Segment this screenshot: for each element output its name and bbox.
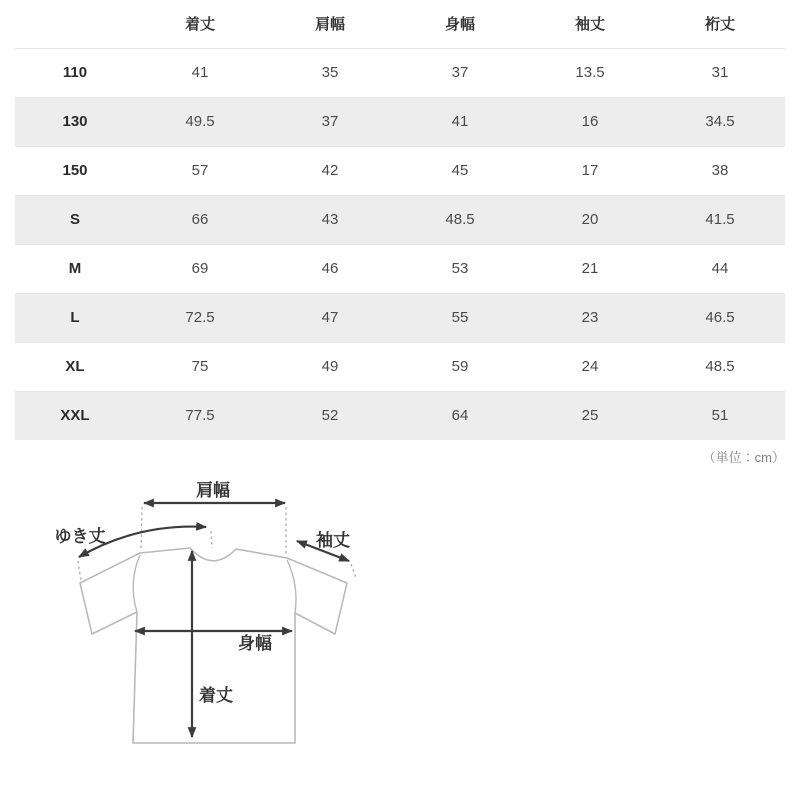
- guide-dotted-line: [141, 507, 142, 550]
- size-chart-header: [15, 0, 785, 48]
- label-sleeve-length: 袖丈: [316, 531, 350, 550]
- measurement-cell: 66: [191, 211, 209, 228]
- guide-dotted-line: [78, 561, 81, 581]
- size-label: 150: [62, 162, 88, 179]
- table-row: [15, 48, 785, 97]
- measurement-cell: 48.5: [445, 211, 475, 228]
- guide-dotted-line: [351, 564, 356, 578]
- measurement-cell: 77.5: [185, 407, 215, 425]
- table-row: [15, 244, 785, 293]
- measurement-cell: 51: [711, 407, 729, 425]
- column-header: 袖丈: [574, 16, 605, 34]
- column-header: 肩幅: [314, 16, 345, 34]
- table-row: [15, 293, 785, 342]
- measurement-cell: 41: [191, 64, 209, 81]
- measurement-cell: 49.5: [185, 113, 215, 130]
- label-body-width: 身幅: [238, 634, 272, 653]
- measurement-cell: 20: [581, 211, 599, 228]
- measurement-cell: 45: [451, 162, 469, 179]
- label-body-length: 着丈: [199, 686, 233, 705]
- measurement-cell: 46.5: [705, 309, 735, 326]
- header-row: [15, 0, 785, 48]
- size-label: 110: [62, 64, 88, 81]
- tshirt-measurement-diagram: [40, 465, 440, 800]
- measurement-cell: 75: [191, 358, 209, 375]
- size-label: L: [70, 309, 80, 326]
- measurement-cell: 49: [321, 358, 339, 375]
- measurement-cell: 41: [451, 113, 469, 130]
- measurement-cell: 31: [711, 64, 729, 81]
- column-header: 裄丈: [704, 16, 735, 34]
- right-armhole-seam: [287, 560, 296, 613]
- table-row: [15, 195, 785, 244]
- measurement-cell: 25: [581, 407, 599, 425]
- measurement-cell: 72.5: [185, 309, 215, 326]
- measurement-cell: 13.5: [575, 64, 605, 81]
- measurement-cell: 59: [451, 358, 469, 375]
- measurement-cell: 47: [321, 309, 339, 326]
- measurement-cell: 42: [321, 162, 339, 179]
- measurement-cell: 24: [581, 358, 599, 375]
- measurement-cell: 44: [711, 260, 729, 277]
- label-shoulder-width: 肩幅: [196, 481, 230, 500]
- table-row: [15, 342, 785, 391]
- measurement-cell: 35: [321, 64, 339, 81]
- measurement-cell: 53: [451, 260, 469, 277]
- column-header: 着丈: [184, 16, 215, 34]
- table-row: [15, 97, 785, 146]
- measurement-cell: 34.5: [705, 113, 735, 130]
- size-label: 130: [62, 113, 88, 130]
- table-row: [15, 146, 785, 195]
- measurement-cell: 37: [451, 64, 469, 81]
- measurement-cell: 57: [191, 162, 209, 179]
- table-row: [15, 391, 785, 440]
- guide-dotted-line: [211, 531, 212, 548]
- measurement-cell: 64: [451, 407, 469, 425]
- measurement-cell: 21: [581, 260, 599, 277]
- measurement-cell: 23: [581, 309, 599, 326]
- left-armhole-seam: [133, 555, 140, 612]
- size-label: XXL: [60, 407, 90, 425]
- size-label: XL: [65, 358, 85, 375]
- size-chart-table: [15, 0, 785, 440]
- unit-note: （単位：cm）: [702, 450, 785, 465]
- measurement-cell: 17: [581, 162, 599, 179]
- column-header: 身幅: [444, 16, 475, 34]
- measurement-cell: 52: [321, 407, 339, 425]
- tshirt-outline: [80, 548, 347, 743]
- measurement-cell: 16: [581, 113, 599, 130]
- label-yuki-length: ゆき丈: [54, 527, 106, 546]
- header-size-corner: [15, 0, 135, 48]
- measurement-cell: 55: [451, 309, 469, 326]
- measurement-cell: 46: [321, 260, 339, 277]
- measurement-cell: 41.5: [705, 211, 735, 228]
- measurement-cell: 69: [191, 260, 209, 277]
- size-label: S: [69, 211, 80, 228]
- measurement-cell: 43: [321, 211, 339, 228]
- measurement-cell: 38: [711, 162, 729, 179]
- measurement-cell: 48.5: [705, 358, 735, 375]
- measurement-cell: 37: [321, 113, 339, 130]
- size-table-body: [15, 48, 785, 440]
- size-label: M: [68, 260, 82, 277]
